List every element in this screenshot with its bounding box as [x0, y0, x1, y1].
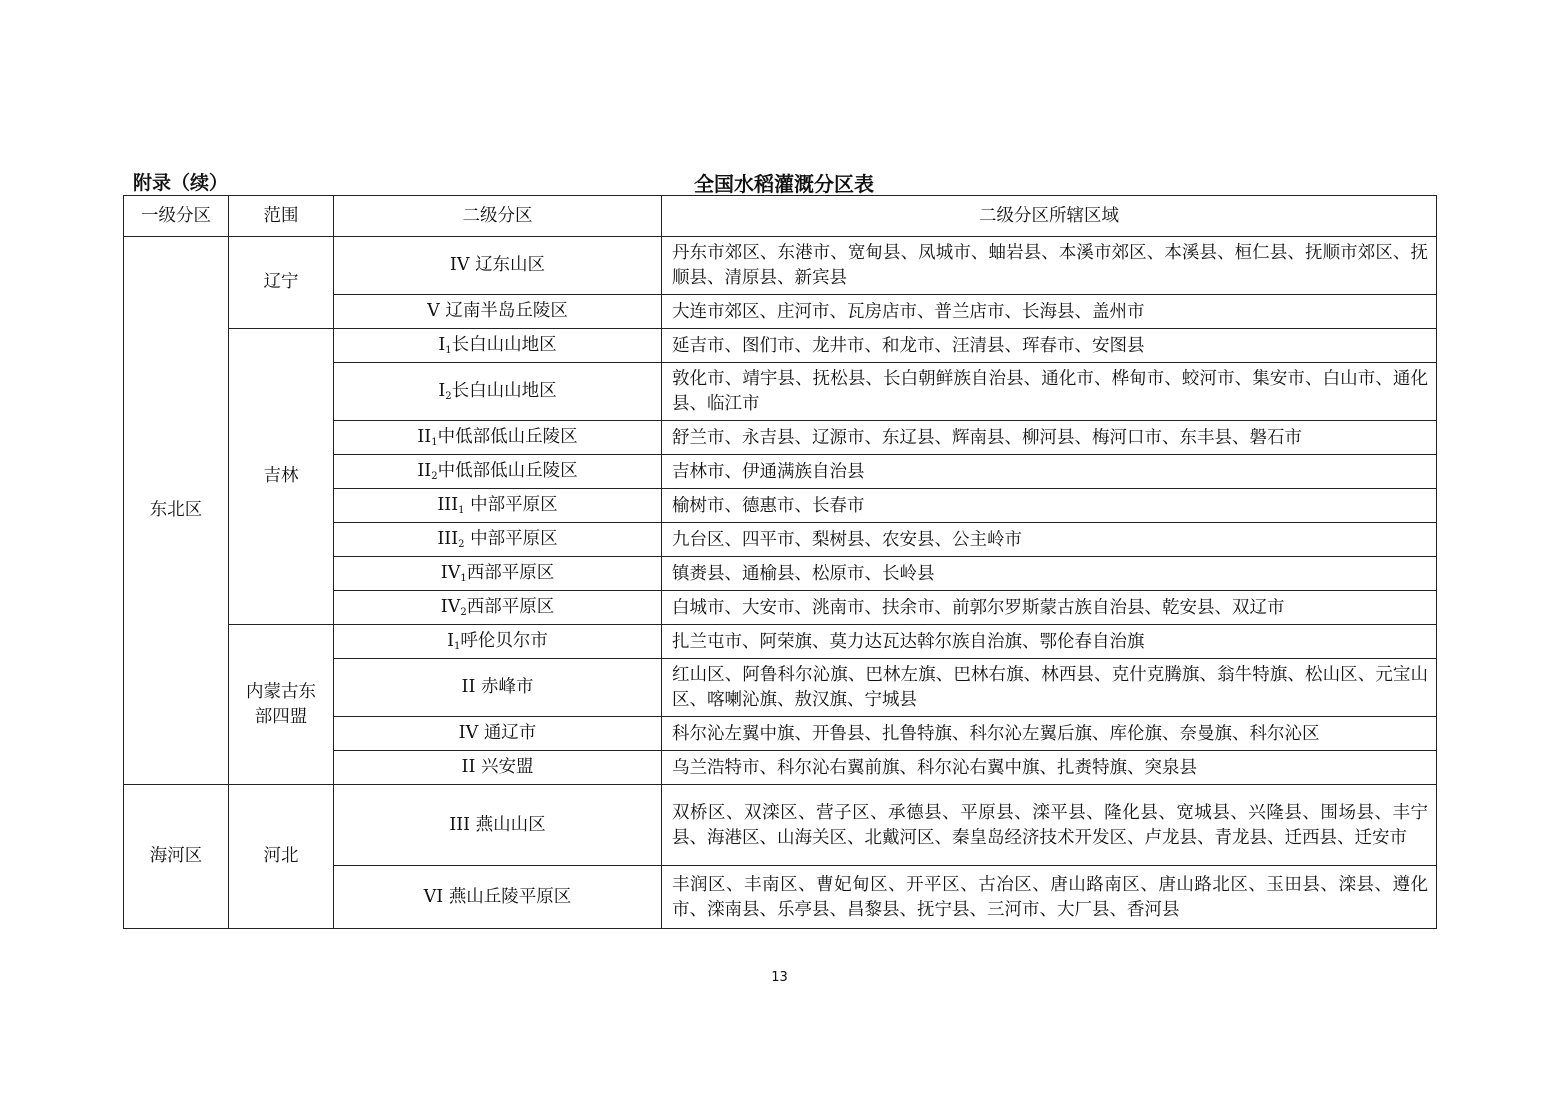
zone-code: I: [447, 631, 455, 651]
secondary-zone-cell: [334, 363, 662, 421]
zone-code: II: [461, 757, 476, 777]
secondary-zone-cell: [334, 591, 662, 625]
zone-name: 辽南半岛丘陵区: [445, 301, 568, 321]
table-row: [124, 329, 1437, 363]
table-row: [124, 237, 1437, 295]
secondary-zone-cell: [334, 866, 662, 929]
secondary-zone-cell: [334, 455, 662, 489]
secondary-zone-cell: [334, 237, 662, 295]
secondary-zone-cell: [334, 489, 662, 523]
zone-code: III: [449, 814, 471, 835]
secondary-zone-cell: [334, 785, 662, 866]
secondary-zone-cell: [334, 523, 662, 557]
areas-cell: 红山区、阿鲁科尔沁旗、巴林左旗、巴林右旗、林西县、克什克腾旗、翁牛特旗、松山区、元宝山区、喀喇沁旗、敖汉旗、宁城县: [662, 659, 1437, 717]
table-header-row: [124, 196, 1437, 237]
zone-code: III: [437, 529, 459, 549]
zone-code-subscript: 1: [460, 573, 467, 584]
table-row: [124, 625, 1437, 659]
zone-code: VI: [423, 886, 444, 907]
zone-code: IV: [440, 563, 461, 583]
areas-cell: 白城市、大安市、洮南市、扶余市、前郭尔罗斯蒙古族自治县、乾安县、双辽市: [662, 591, 1437, 625]
areas-cell: 延吉市、图们市、龙井市、和龙市、汪清县、珲春市、安图县: [662, 329, 1437, 363]
range-cell: 吉林: [229, 329, 334, 625]
areas-cell: 丰润区、丰南区、曹妃甸区、开平区、古冶区、唐山路南区、唐山路北区、玉田县、滦县、遵化市、滦南县、乐亭县、昌黎县、抚宁县、三河市、大厂县、香河县: [662, 866, 1437, 929]
range-cell: 辽宁: [229, 237, 334, 329]
zone-name: 燕山山区: [475, 814, 546, 835]
table-title: 全国水稻灌溉分区表: [694, 172, 874, 196]
header-jurisdiction: 二级分区所辖区域: [662, 196, 1437, 237]
secondary-zone-cell: [334, 751, 662, 785]
secondary-zone-cell: [334, 421, 662, 455]
secondary-zone-cell: [334, 659, 662, 717]
zone-code: II: [417, 427, 432, 447]
secondary-zone-cell: [334, 557, 662, 591]
zone-code-subscript: 2: [460, 607, 467, 618]
range-cell: 内蒙古东部四盟: [229, 625, 334, 785]
areas-cell: 大连市郊区、庄河市、瓦房店市、普兰店市、长海县、盖州市: [662, 295, 1437, 329]
areas-cell: 扎兰屯市、阿荣旗、莫力达瓦达斡尔族自治旗、鄂伦春自治旗: [662, 625, 1437, 659]
header-range: 范围: [229, 196, 334, 237]
zone-code: IV: [440, 597, 461, 617]
areas-cell: 镇赉县、通榆县、松原市、长岭县: [662, 557, 1437, 591]
secondary-zone-cell: [334, 717, 662, 751]
areas-cell: 舒兰市、永吉县、辽源市、东辽县、辉南县、柳河县、梅河口市、东丰县、磐石市: [662, 421, 1437, 455]
zone-code: II: [417, 461, 432, 481]
zone-code: V: [427, 301, 440, 321]
zone-code: I: [438, 335, 446, 355]
zone-name: 中部平原区: [470, 495, 558, 515]
zone-name: 长白山山地区: [451, 381, 557, 401]
zone-code: II: [461, 677, 476, 697]
areas-cell: 榆树市、德惠市、长春市: [662, 489, 1437, 523]
zone-name: 西部平原区: [466, 597, 555, 617]
primary-zone-cell: 东北区: [124, 237, 229, 785]
zone-name: 中低部低山丘陵区: [437, 461, 578, 481]
zone-code-subscript: 2: [431, 471, 438, 482]
zone-code: I: [438, 381, 446, 401]
zone-name: 兴安盟: [480, 757, 534, 777]
zone-name: 辽东山区: [475, 255, 546, 275]
secondary-zone-cell: [334, 625, 662, 659]
zone-name: 长白山山地区: [451, 335, 557, 355]
zone-code-subscript: 2: [458, 539, 465, 550]
page-heading: [133, 166, 1435, 196]
zone-name: 西部平原区: [466, 563, 555, 583]
zone-code: III: [437, 495, 459, 515]
appendix-label: 附录（续）: [133, 172, 229, 194]
zone-code-subscript: 1: [458, 505, 465, 516]
page-number: 13: [771, 970, 788, 985]
areas-cell: 双桥区、双滦区、营子区、承德县、平原县、滦平县、隆化县、宽城县、兴隆县、围场县、丰宁县、海港区、山海关区、北戴河区、秦皇岛经济技术开发区、卢龙县、青龙县、迁西县、迁安市: [662, 785, 1437, 866]
zone-code-subscript: 1: [431, 437, 438, 448]
zone-code-subscript: 1: [454, 641, 461, 652]
areas-cell: 丹东市郊区、东港市、宽甸县、凤城市、蚰岩县、本溪市郊区、本溪县、桓仁县、抚顺市郊区、抚顺县、清原县、新宾县: [662, 237, 1437, 295]
irrigation-zone-table: [123, 195, 1437, 929]
header-primary-zone: 一级分区: [124, 196, 229, 237]
zone-code: IV: [449, 255, 470, 275]
zone-code-subscript: 2: [445, 391, 452, 402]
areas-cell: 敦化市、靖宇县、抚松县、长白朝鲜族自治县、通化市、桦甸市、蛟河市、集安市、白山市、通化县、临江市: [662, 363, 1437, 421]
secondary-zone-cell: [334, 295, 662, 329]
zone-name: 燕山丘陵平原区: [448, 886, 572, 907]
areas-cell: 乌兰浩特市、科尔沁右翼前旗、科尔沁右翼中旗、扎赉特旗、突泉县: [662, 751, 1437, 785]
areas-cell: 科尔沁左翼中旗、开鲁县、扎鲁特旗、科尔沁左翼后旗、库伦旗、奈曼旗、科尔沁区: [662, 717, 1437, 751]
primary-zone-cell: 海河区: [124, 785, 229, 929]
zone-code-subscript: 1: [445, 345, 452, 356]
secondary-zone-cell: [334, 329, 662, 363]
areas-cell: 吉林市、伊通满族自治县: [662, 455, 1437, 489]
zone-name: 中部平原区: [470, 529, 558, 549]
table-row: [124, 785, 1437, 866]
range-cell: 河北: [229, 785, 334, 929]
zone-name: 中低部低山丘陵区: [437, 427, 578, 447]
zone-name: 呼伦贝尔市: [460, 631, 548, 651]
zone-name: 通辽市: [483, 723, 537, 743]
header-secondary-zone: 二级分区: [334, 196, 662, 237]
zone-name: 赤峰市: [480, 677, 534, 697]
areas-cell: 九台区、四平市、梨树县、农安县、公主岭市: [662, 523, 1437, 557]
zone-code: IV: [458, 723, 479, 743]
